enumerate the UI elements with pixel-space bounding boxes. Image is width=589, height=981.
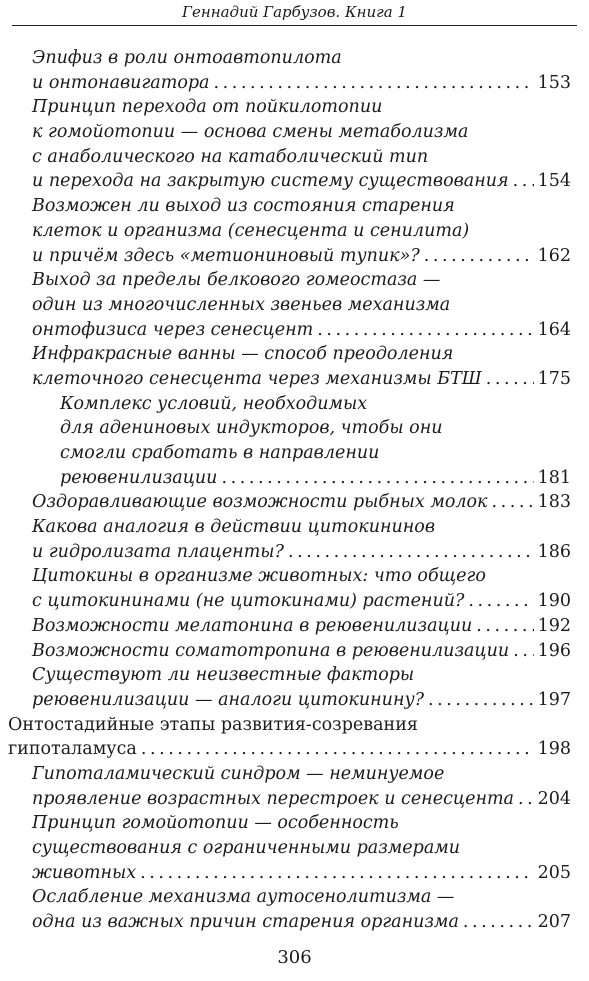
toc-page-number: 183 [537, 492, 571, 513]
toc-entry-line: Возможности мелатонина в реювенилизации [32, 615, 473, 636]
toc-page-number: 175 [537, 368, 571, 389]
toc-entry [32, 268, 571, 342]
toc-entry-line: Существуют ли неизвестные факторы [32, 665, 415, 686]
toc-entry-line: гипоталамуса [8, 739, 137, 760]
toc-entry-last-line [32, 787, 571, 812]
toc-entry [32, 490, 571, 515]
dot-leader [492, 490, 534, 515]
toc-entry [32, 95, 571, 194]
toc-entry-last-line [32, 540, 571, 565]
dot-leader [288, 540, 534, 565]
toc-entry-line: одна из важных причин старения организма [32, 912, 459, 933]
dot-leader [468, 589, 533, 614]
toc-page-number: 186 [537, 541, 571, 562]
toc-entry-last-line [32, 71, 571, 96]
toc-entry-line: проявление возрастных перестроек и сенесцента [32, 788, 514, 809]
toc-entry-last-line [32, 589, 571, 614]
toc-entry [32, 564, 571, 613]
toc-page-number: 181 [537, 467, 571, 488]
dot-leader [141, 737, 534, 762]
toc-entry [32, 663, 571, 712]
toc-entry [32, 885, 571, 934]
toc-page-number: 198 [537, 739, 571, 760]
toc-entry-line: Онтостадийные этапы развития-созревания [8, 714, 418, 735]
toc-entry-line: Возможности соматотропина в реювенилизации [32, 640, 510, 661]
toc-entry [32, 515, 571, 564]
toc-entry-line: животных [32, 862, 137, 883]
table-of-contents [0, 46, 589, 935]
toc-entry-line: Оздоравливающие возможности рыбных молок [32, 492, 488, 513]
toc-entry-line: Возможен ли выход из состояния старения [32, 196, 455, 217]
toc-page-number: 196 [537, 640, 571, 661]
toc-entry-last-line [32, 367, 571, 392]
toc-entry-line: один из многочисленных звеньев механизма [32, 294, 451, 315]
toc-entry [32, 639, 571, 664]
toc-entry [60, 392, 571, 491]
toc-entry-line: и перехода на закрытую систему существования [32, 171, 509, 192]
toc-entry-line: Эпифиз в роли онтоавтопилота [32, 48, 342, 68]
dot-leader [221, 466, 533, 491]
dot-leader [317, 318, 533, 343]
toc-entry [32, 342, 571, 391]
toc-entry [32, 194, 571, 268]
toc-entry-last-line [32, 490, 571, 515]
toc-entry-line: с цитокининами (не цитокинами) растений? [32, 591, 465, 612]
page-number: 306 [277, 947, 312, 968]
toc-entry-line: и онтонавигатора [32, 72, 210, 93]
dot-leader [513, 169, 534, 194]
toc-entry-line: Выход за пределы белкового гомеостаза — [32, 270, 441, 291]
toc-entry-line: для адениновых индукторов, чтобы они [60, 418, 443, 439]
toc-entry [32, 614, 571, 639]
dot-leader [486, 367, 534, 392]
toc-page-number: 162 [537, 245, 571, 266]
toc-entry-line: клеточного сенесцента через механизмы БТШ [32, 368, 482, 389]
toc-entry-last-line [32, 688, 571, 713]
toc-page-number: 164 [537, 319, 571, 340]
dot-leader [140, 861, 533, 886]
toc-entry-last-line [8, 737, 571, 762]
toc-entry-line: онтофизиса через сенесцент [32, 319, 314, 340]
toc-entry-line: Инфракрасные ванны — способ преодоления [32, 344, 454, 365]
header-rule [12, 25, 577, 26]
toc-page-number: 192 [537, 615, 571, 636]
toc-entry-last-line [32, 614, 571, 639]
toc-entry-line: Какова аналогия в действии цитокининов [32, 517, 436, 538]
toc-entry-last-line [32, 244, 571, 269]
toc-entry-last-line [32, 910, 571, 935]
toc-entry-line: Принцип перехода от пойкилотопии [32, 97, 383, 118]
toc-entry-last-line [32, 639, 571, 664]
toc-entry-line: существования с ограниченными размерами [32, 838, 461, 858]
toc-entry-last-line [32, 861, 571, 886]
toc-entry-line: Цитокины в организме животных: что общего [32, 566, 486, 587]
toc-entry [8, 713, 571, 762]
toc-entry-last-line [32, 169, 571, 194]
toc-entry-line: смогли сработать в направлении [60, 443, 380, 463]
dot-leader [214, 71, 534, 96]
toc-entry-line: реювенилизации [60, 467, 218, 488]
toc-entry [32, 811, 571, 885]
toc-entry-line: Ослабление механизма аутосенолитизма — [32, 887, 455, 908]
dot-leader [428, 688, 534, 713]
toc-page-number: 204 [537, 788, 571, 809]
toc-page-number: 154 [537, 171, 571, 192]
toc-entry-line: Принцип гомойотопии — особенность [32, 813, 399, 834]
dot-leader [513, 639, 533, 664]
toc-entry [32, 46, 571, 95]
toc-entry-line: и причём здесь «метиониновый тупик»? [32, 245, 420, 266]
toc-page-number: 190 [537, 591, 571, 612]
toc-entry-line: клеток и организма (сенесцента и сенилита) [32, 220, 470, 241]
toc-entry-last-line [60, 466, 571, 491]
toc-entry-last-line [32, 318, 571, 343]
toc-page-number: 207 [537, 912, 571, 933]
toc-entry-line: и гидролизата плаценты? [32, 541, 284, 562]
toc-page-number: 153 [537, 72, 571, 93]
toc-entry-line: с анаболического на катаболический тип [32, 146, 429, 167]
toc-entry-line: реювенилизации — аналоги цитокинину? [32, 689, 425, 710]
toc-page-number: 197 [537, 689, 571, 710]
toc-entry-line: Комплекс условий, необходимых [60, 393, 368, 414]
dot-leader [463, 910, 534, 935]
dot-leader [518, 787, 534, 812]
toc-entry [32, 762, 571, 811]
dot-leader [424, 244, 534, 269]
dot-leader [476, 614, 533, 639]
toc-page-number: 205 [537, 862, 571, 883]
toc-entry-line: к гомойотопии — основа смены метаболизма [32, 122, 469, 143]
running-header: Геннадий Гарбузов. Книга 1 [182, 3, 407, 21]
toc-entry-line: Гипоталамический синдром — неминуемое [32, 763, 445, 784]
